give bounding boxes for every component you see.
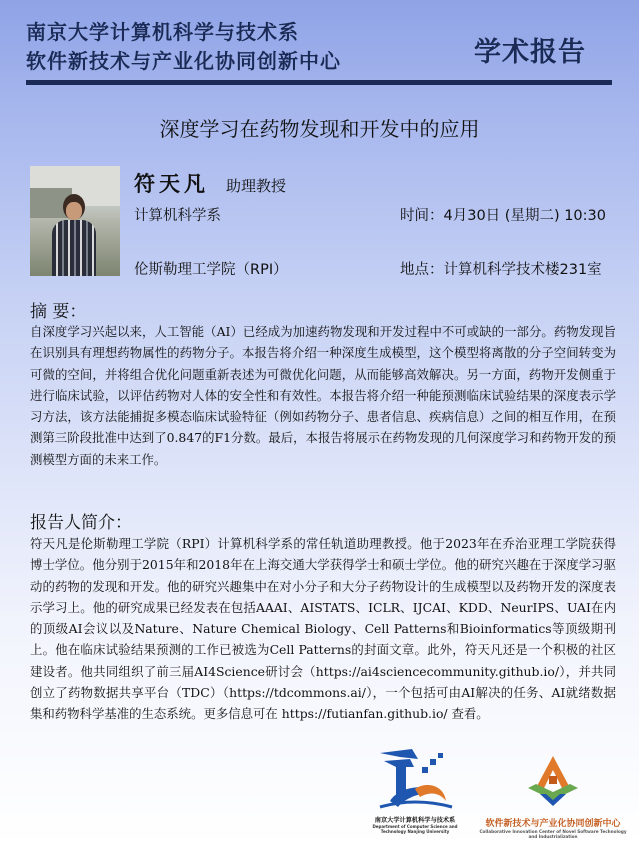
innovation-center-logo: [478, 748, 628, 843]
nju-cs-logo: [360, 745, 470, 835]
speaker-department: 计算机科学系: [134, 208, 221, 224]
innovation-center-logo-mark: [478, 748, 628, 814]
talk-title: 深度学习在药物发现和开发中的应用: [159, 117, 480, 141]
speaker-institution: 伦斯勒理工学院（RPI）: [134, 262, 288, 278]
bio-heading: 报告人简介：: [30, 513, 132, 533]
innovation-center-caption: 软件新技术与产业化协同创新中心: [485, 819, 621, 829]
event-time: 时间：4月30日 (星期二) 10:30: [400, 208, 606, 224]
nju-cs-caption: 南京大学计算机科学与技术系: [374, 817, 456, 824]
header-department: 南京大学计算机科学与技术系: [26, 20, 299, 44]
speaker-photo: [30, 166, 120, 276]
abstract-heading: 摘 要：: [30, 302, 87, 322]
abstract-text: 自深度学习兴起以来，人工智能（AI）已经成为加速药物发现和开发过程中不可或缺的一部分。药物发现旨在识别具有理想药物属性的药物分子。本报告将介绍一种深度生成模型，这个模型将离散的分子空间转变为可微的空间，并将组合优化问题重新表述为可微优化问题，从而能够高效解决。另一方面，药物开发侧重于进行临床试验，以评估药物对人体的安全性和有效性。本报告将介绍一种能预测临床试验结果的深度表示学习方法，该方法能捕捉多模态临床试验特征（例如药物分子、患者信息、疾病信息）之间的相互作用，在预测第三阶段批准中达到了0.847的F1分数。最后，本报告将展示在药物发现的几何深度学习和药物开发的预测模型方面的未来工作。: [30, 324, 616, 467]
nju-cs-subcaption: Department of Computer Science and Technology Nanjing University: [372, 824, 458, 834]
innovation-center-subcaption: Collaborative Innovation Center of Novel Software Technology and Industrialization: [479, 829, 627, 839]
bio-text: 符天凡是伦斯勒理工学院（RPI）计算机科学系的常任轨道助理教授。他于2023年在乔治亚理工学院获得博士学位。他分别于2015年和2018年在上海交通大学获得学士和硕士学位。他的研究兴趣在于深度学习驱动的药物的发现和开发。他的研究兴趣集中在对小分子和大分子药物设计的生成模型以及药物开发的深度表示学习上。他的研究成果已经发表在包括AAAI、AISTATS、ICLR、IJCAI、KDD、NeurIPS、UAI在内的顶级AI会议以及Nature、Nature Chemical Biology、Cell Patterns和Bioinformatics等顶级期刊上。他在临床试验结果预测的工作已被选为Cell Patterns的封面文章。此外，符天凡还是一个积极的社区建设者。他共同组织了前三届AI4Science研讨会（https://ai4sciencecommunity.github.io/），并共同创立了药物数据共享平台（TDC）（https://tdcommons.ai/），一个包括可由AI解决的任务、AI就绪数据集和药物科学基准的生态系统。更多信息可在 https://futianfan.github.io/ 查看。: [30, 536, 616, 722]
nju-cs-logo-mark: [360, 745, 470, 815]
speaker-rank: 助理教授: [226, 177, 287, 195]
header-tag: 学术报告: [474, 37, 586, 68]
header-center: 软件新技术与产业化协同创新中心: [26, 49, 341, 73]
speaker-name: 符天凡: [134, 171, 209, 196]
header-rule: [26, 80, 612, 85]
event-place: 地点：计算机科学技术楼231室: [400, 262, 602, 278]
